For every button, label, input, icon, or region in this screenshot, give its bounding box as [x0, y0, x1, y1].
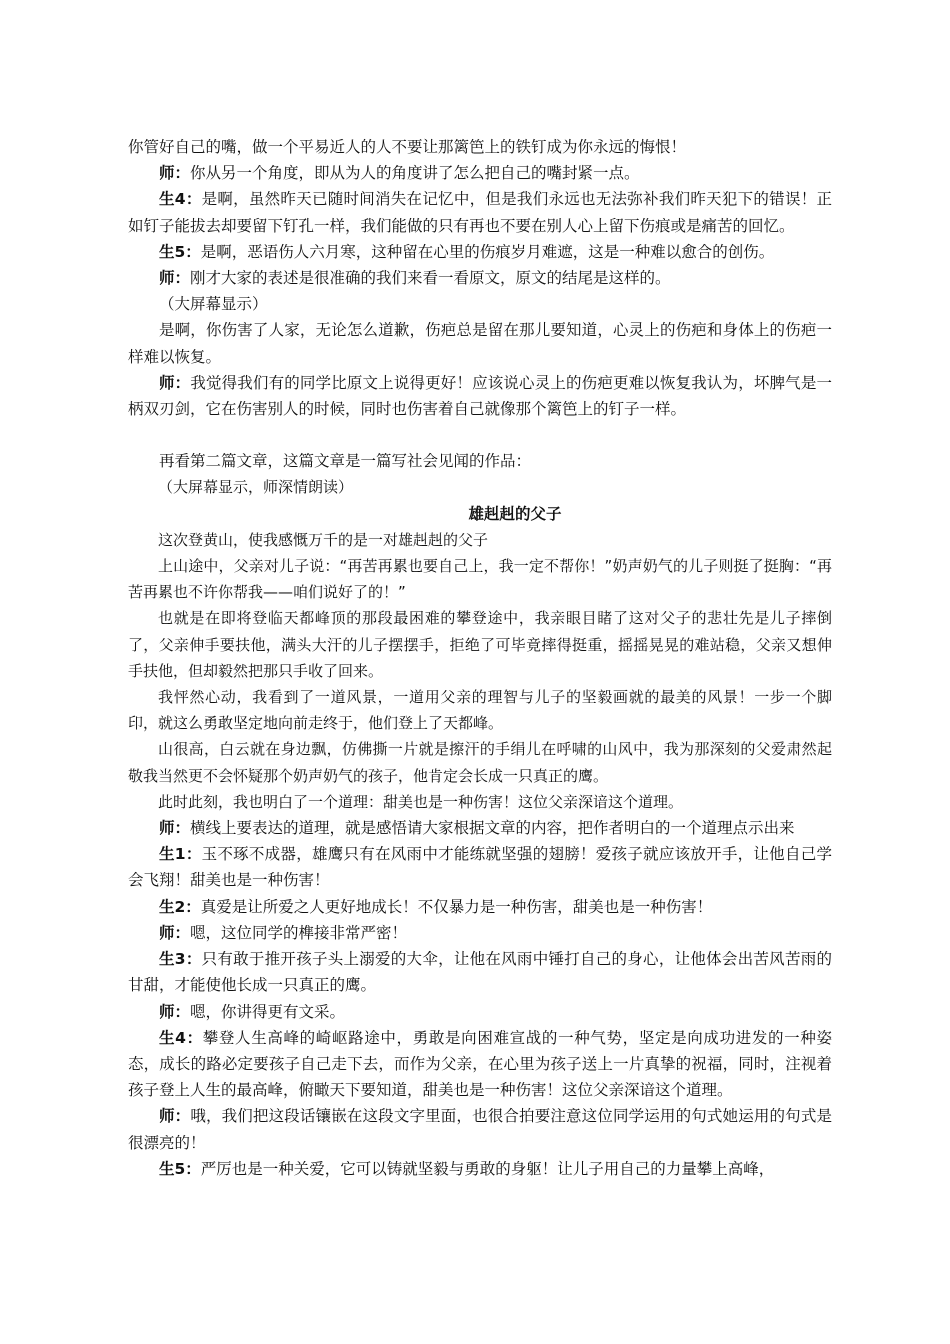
speaker-label: 生5： — [159, 1159, 201, 1178]
speaker-label: 生2： — [159, 897, 201, 916]
section-intro: 再看第二篇文章，这篇文章是一篇写社会见闻的作品： — [159, 452, 532, 471]
dialogue-text: 我觉得我们有的同学比原文上说得更好！应该说心灵上的伤疤更难以恢复我认为，坏脾气是一柄双刃剑，它在伤害别人的时候，同时也伤害着自己就像那个篱笆上的钉子一样。 — [128, 373, 832, 419]
speaker-label: 师： — [159, 373, 191, 392]
dialogue-text: 只有敢于推开孩子头上溺爱的大伞，让他在风雨中锤打自己的身心，让他体会出苦风苦雨的甘甜，才能使他长成一只真正的鹰。 — [128, 950, 832, 995]
story-paragraph: 也就是在即将登临天都峰顶的那段最困难的攀登途中，我亲眼目睹了这对父子的悲壮先是儿子摔倒了，父亲伸手要扶他，满头大汗的儿子摆摆手，拒绝了可毕竟摔得挺重，摇摇晃晃的难站稳，父亲又想伸手扶他，但却毅然把那只手收了回来。 — [128, 609, 832, 680]
dialogue-line — [128, 1025, 832, 1104]
story-paragraph: 上山途中，父亲对儿子说：“再苦再累也要自己上，我一定不帮你！”奶声奶气的儿子则挺了挺胸：“再苦再累也不许你帮我——咱们说好了的！” — [128, 557, 832, 602]
stage-direction: （大屏幕显示，师深情朗读） — [158, 478, 354, 497]
speaker-label: 师： — [159, 819, 191, 838]
dialogue-line — [128, 160, 832, 186]
dialogue-text: 嗯，这位同学的榫接非常严密！ — [190, 923, 408, 942]
dialogue-line — [128, 370, 832, 422]
speaker-label: 生1： — [159, 845, 202, 864]
dialogue-text: 攀登人生高峰的崎岖路途中，勇敢是向困难宣战的一种气势，坚定是向成功进发的一种姿态，成长的路必定要孩子自己走下去，而作为父亲，在心里为孩子送上一片真挚的祝福，同时，注视着孩子登上人生的最高峰，俯瞰天下要知道，甜美也是一种伤害！这位父亲深谙这个道理。 — [128, 1028, 832, 1100]
speaker-label: 师： — [159, 164, 191, 183]
speaker-label: 师： — [159, 1002, 191, 1021]
dialogue-text: 是啊，恶语伤人六月寒，这种留在心里的伤痕岁月难遮，这是一种难以愈合的创伤。 — [200, 242, 775, 261]
section-gap — [128, 422, 832, 448]
dialogue-line — [128, 265, 832, 291]
stage-direction: （大屏幕显示） — [159, 295, 268, 314]
speaker-label: 生4： — [159, 1028, 203, 1047]
dialogue-text: 是啊，虽然昨天已随时间消失在记忆中，但是我们永远也无法弥补我们昨天犯下的错误！正如钉子能拔去却要留下钉孔一样，我们能做的只有再也不要在别人心上留下伤痕或是痛苦的回忆。 — [128, 190, 832, 235]
speaker-label: 生3： — [159, 950, 202, 969]
dialogue-text: 哦，我们把这段话镶嵌在这段文字里面，也很合拍要注意这位同学运用的句式她运用的句式是很漂亮的！ — [128, 1107, 832, 1152]
story-paragraph: 山很高，白云就在身边飘，仿佛撕一片就是擦汗的手绢儿在呼啸的山风中，我为那深刻的父爱肃然起敬我当然更不会怀疑那个奶声奶气的孩子，他肯定会长成一只真正的鹰。 — [128, 740, 832, 785]
dialogue-line — [128, 239, 832, 265]
dialogue-line — [128, 1156, 832, 1182]
speaker-label: 生4： — [159, 190, 202, 209]
dialogue-line — [128, 841, 832, 893]
dialogue-line — [128, 946, 832, 998]
speaker-label: 师： — [159, 923, 191, 942]
dialogue-text: 玉不琢不成器，雄鹰只有在风雨中才能练就坚强的翅膀！爱孩子就应该放开手，让他自己学会飞翔！甜美也是一种伤害！ — [128, 845, 832, 890]
speaker-label: 师： — [159, 269, 191, 288]
dialogue-text: 刚才大家的表述是很准确的我们来看一看原文，原文的结尾是这样的。 — [190, 269, 671, 288]
dialogue-line — [128, 999, 832, 1025]
dialogue-line — [128, 920, 832, 946]
dialogue-text: 真爱是让所爱之人更好地成长！不仅暴力是一种伤害，甜美也是一种伤害！ — [200, 897, 713, 916]
story-paragraph: 此时此刻，我也明白了一个道理：甜美也是一种伤害！这位父亲深谙这个道理。 — [158, 792, 684, 811]
dialogue-line — [128, 1103, 832, 1155]
speaker-label: 生5： — [159, 242, 201, 261]
dialogue-line — [128, 134, 832, 160]
document-page — [128, 134, 832, 1182]
dialogue-text: 横线上要表达的道理，就是感悟请大家根据文章的内容，把作者明白的一个道理点示出来 — [190, 819, 795, 838]
dialogue-line — [128, 894, 832, 920]
story-paragraph: 我怦然心动，我看到了一道风景，一道用父亲的理智与儿子的坚毅画就的最美的风景！一步一个脚印，就这么勇敢坚定地向前走终于，他们登上了天都峰。 — [128, 688, 832, 733]
speaker-label: 师： — [159, 1107, 191, 1126]
dialogue-text: 嗯，你讲得更有文采。 — [190, 1002, 346, 1021]
story-paragraph: 这次登黄山，使我感慨万千的是一对雄赳赳的父子 — [158, 530, 489, 549]
dialogue-text: 严厉也是一种关爱，它可以铸就坚毅与勇敢的身躯！让儿子用自己的力量攀上高峰， — [200, 1159, 775, 1178]
original-quote: 是啊，你伤害了人家，无论怎么道歉，伤疤总是留在那儿要知道，心灵上的伤疤和身体上的伤疤一样难以恢复。 — [128, 321, 832, 366]
dialogue-text: 你从另一个角度，即从为人的角度讲了怎么把自己的嘴封紧一点。 — [190, 164, 640, 183]
dialogue-line — [128, 186, 832, 238]
dialogue-line — [128, 815, 832, 841]
dialogue-text: 你管好自己的嘴，做一个平易近人的人不要让那篱笆上的铁钉成为你永远的悔恨！ — [128, 138, 687, 156]
story-title: 雄赳赳的父子 — [468, 504, 562, 523]
